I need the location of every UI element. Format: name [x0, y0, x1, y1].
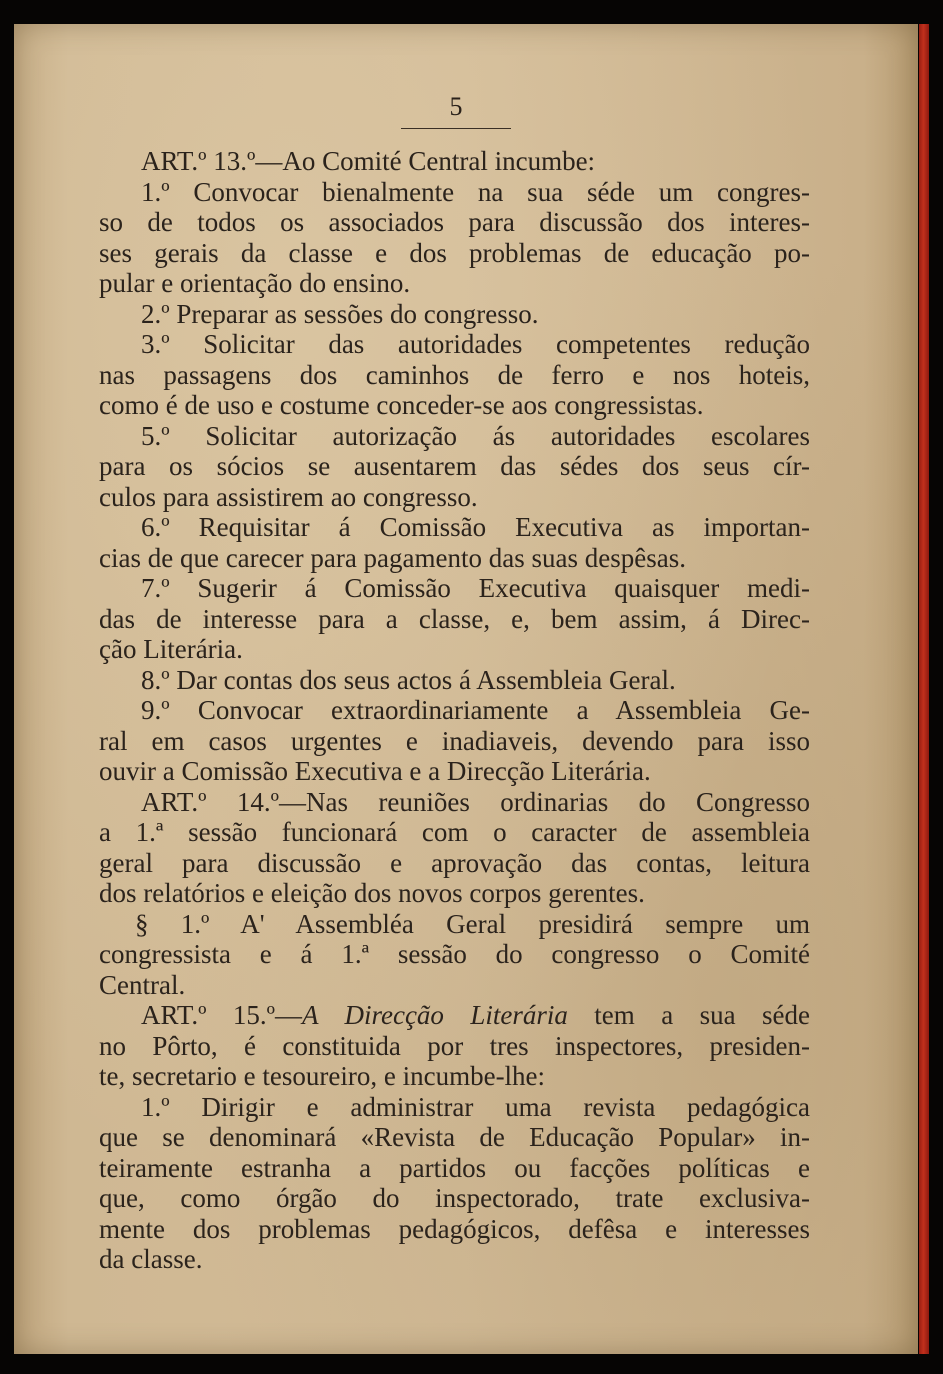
text-line-content: 7.º Sugerir á Comissão Executiva quaisquer medi- [141, 573, 810, 603]
text-line [99, 848, 810, 879]
text-line [99, 939, 810, 970]
text-line [99, 1031, 810, 1062]
text-line-tail: tem a sua séde [567, 1000, 810, 1030]
text-line [99, 787, 810, 818]
text-line [99, 878, 810, 909]
text-line-content: 1.º Dirigir e administrar uma revista pedagógica [141, 1091, 810, 1122]
text-line [99, 177, 810, 208]
text-line-content: 5.º Solicitar autorização ás autoridades escolares [141, 420, 810, 451]
text-line-content: ART.º 13.º—Ao Comité Central incumbe: [141, 146, 596, 176]
text-line [99, 634, 810, 665]
text-line-content: da classe. [99, 1244, 203, 1274]
text-line-content: das de interesse para a classe, e, bem assim, á Direc- [99, 603, 810, 634]
text-line-content: no Pôrto, é constituida por tres inspectores, presiden- [99, 1030, 810, 1061]
text-line [99, 756, 810, 787]
text-line-content: ses gerais da classe e dos problemas de educação po- [99, 237, 810, 268]
text-line [99, 543, 810, 574]
text-line-content: 3.º Solicitar das autoridades competentes redução [141, 329, 810, 359]
text-line [99, 360, 810, 391]
text-line [99, 1183, 810, 1214]
text-line [99, 695, 810, 726]
text-line [99, 909, 810, 940]
text-line-content: ouvir a Comissão Executiva e a Direcção Literária. [99, 756, 651, 786]
text-line [99, 482, 810, 513]
text-line [99, 1122, 810, 1153]
text-line-content: a 1.ª sessão funcionará com o caracter de assembleia [99, 817, 810, 847]
text-line-content: Central. [99, 969, 186, 1000]
text-line-content: pular e orientação do ensino. [99, 268, 411, 298]
article-text [99, 146, 810, 1275]
text-line [99, 1092, 810, 1123]
text-line-content: que se denominará «Revista de Educação Popular» in- [99, 1122, 810, 1152]
page-number: 5 [449, 92, 463, 121]
text-line [99, 665, 810, 696]
text-line-content: culos para assistirem ao congresso. [99, 481, 478, 512]
text-line [99, 329, 810, 360]
text-line [99, 1244, 810, 1275]
text-line-content: congressista e á 1.ª sessão do congresso o Comité [99, 939, 810, 969]
text-line-content: § 1.º A' Assembléa Geral presidirá sempre um [135, 908, 810, 939]
text-line [99, 1153, 810, 1184]
page-edge-border [919, 24, 929, 1354]
text-line [99, 207, 810, 238]
text-line-content: 6.º Requisitar á Comissão Executiva as importan- [141, 512, 810, 542]
text-line-content: cias de que carecer para pagamento das suas despêsas. [99, 542, 686, 573]
text-line-content: 9.º Convocar extraordinariamente a Assembleia Ge- [141, 695, 810, 725]
text-line [99, 390, 810, 421]
text-line-content: nas passagens dos caminhos de ferro e nos hoteis, [99, 359, 810, 390]
page-number-rule [401, 128, 511, 129]
text-line-content: so de todos os associados para discussão dos interes- [99, 207, 810, 237]
text-line [99, 726, 810, 757]
text-line [99, 604, 810, 635]
text-line [99, 1000, 810, 1031]
text-line-content: dos relatórios e eleição dos novos corpos gerentes. [99, 878, 645, 908]
text-line-content: mente dos problemas pedagógicos, defêsa e interesses [99, 1213, 810, 1244]
text-line [99, 421, 810, 452]
text-line [99, 512, 810, 543]
text-line-content: 8.º Dar contas dos seus actos á Assembleia Geral. [141, 664, 676, 695]
text-line [99, 1214, 810, 1245]
text-line [99, 238, 810, 269]
text-line-content: ção Literária. [99, 634, 243, 664]
text-line-content: para os sócios se ausentarem das sédes dos seus cír- [99, 451, 810, 481]
text-line-content: como é de uso e costume conceder-se aos congressistas. [99, 390, 704, 420]
text-line [99, 146, 810, 177]
italic-title: A Direcção Literária [302, 1000, 568, 1030]
text-line [99, 970, 810, 1001]
text-line [99, 299, 810, 330]
text-line-content: teiramente estranha a partidos ou facções políticas e [99, 1152, 810, 1183]
text-line-content: 2.º Preparar as sessões do congresso. [141, 298, 539, 329]
text-line-content: ART.º 15.º— [141, 1000, 303, 1030]
text-line [99, 573, 810, 604]
text-line-content: ART.º 14.º—Nas reuniões ordinarias do Congresso [141, 786, 810, 817]
text-line-content: ral em casos urgentes e inadiaveis, devendo para isso [99, 725, 810, 756]
text-line-content: que, como órgão do inspectorado, trate exclusiva- [99, 1183, 810, 1213]
text-line [99, 1061, 810, 1092]
text-line [99, 268, 810, 299]
text-line [99, 817, 810, 848]
text-line-content: te, secretario e tesoureiro, e incumbe-lhe: [99, 1061, 546, 1091]
text-line-content: 1.º Convocar bienalmente na sua séde um congres- [141, 176, 810, 207]
text-line-content: geral para discussão e aprovação das contas, leitura [99, 847, 810, 878]
text-line [99, 451, 810, 482]
